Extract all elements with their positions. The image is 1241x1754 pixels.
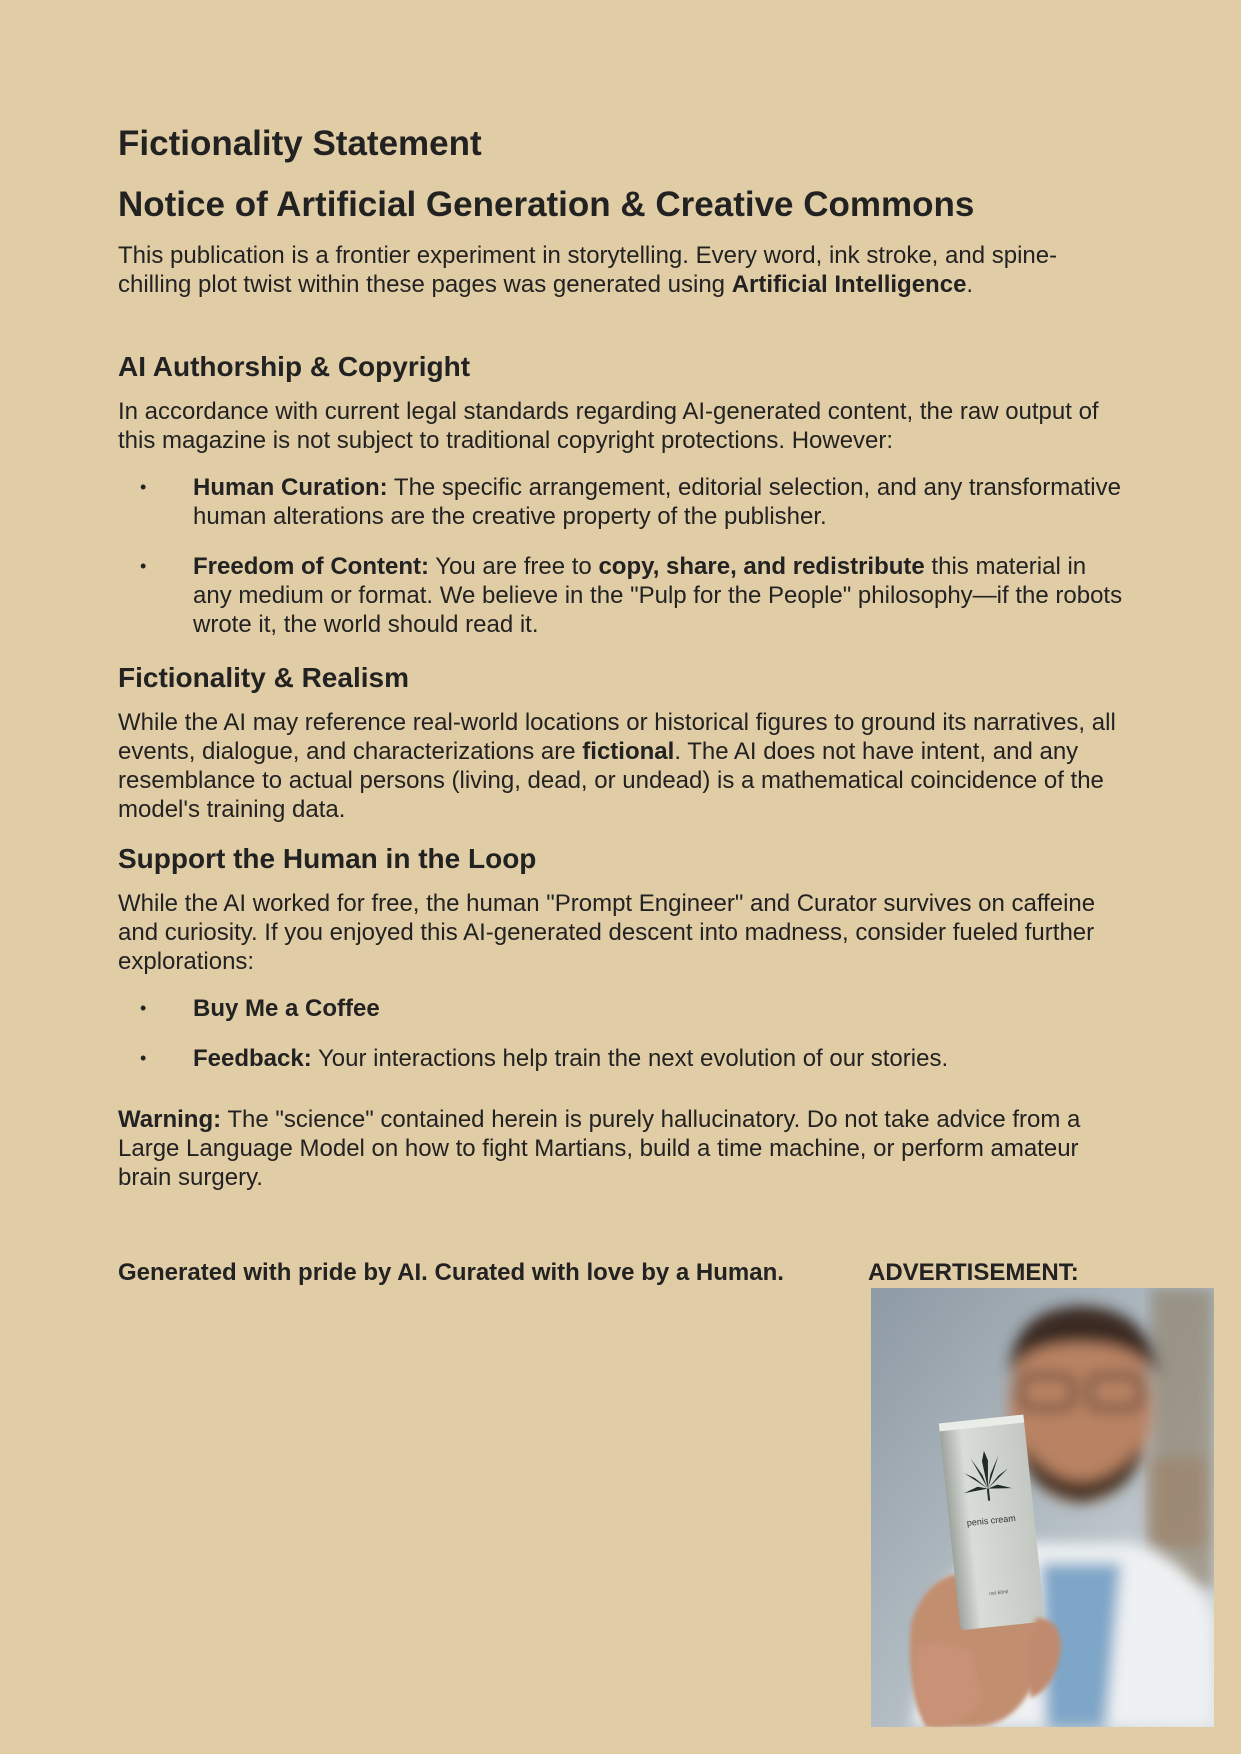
section-heading-authorship: AI Authorship & Copyright bbox=[118, 351, 471, 382]
list-item: • Buy Me a Coffee bbox=[140, 995, 380, 1022]
signature-line: Generated with pride by AI. Curated with love by a Human. bbox=[118, 1259, 784, 1286]
product-label: penis cream bbox=[966, 1512, 1017, 1529]
authorship-paragraph: In accordance with current legal standards regarding AI-generated content, the raw output of this magazine is not subject to traditional copyright protections. However: bbox=[118, 398, 1099, 454]
advertisement-image bbox=[871, 1288, 1214, 1727]
list-item: • Feedback: Your interactions help train the next evolution of our stories. bbox=[140, 1045, 949, 1072]
bullet-icon: • bbox=[140, 1048, 147, 1068]
list-item: • Human Curation: The specific arrangement, editorial selection, and any transformative human alterations are the creative property of the publisher. bbox=[140, 474, 1121, 530]
bullet-icon: • bbox=[140, 998, 147, 1018]
support-list bbox=[118, 994, 1128, 1073]
product-small-label: net 60ml bbox=[989, 1589, 1009, 1598]
section-heading-support: Support the Human in the Loop bbox=[118, 843, 537, 874]
realism-paragraph: While the AI may reference real-world locations or historical figures to ground its narratives, all events, dialogue, and characterizations are fictional. The AI does not have intent, and any resemblance to actual persons (living, dead, or undead) is a mathematical coincidence of the model's training data. bbox=[118, 709, 1116, 823]
warning-paragraph: Warning: The "science" contained herein is purely hallucinatory. Do not take advice from a Large Language Model on how to fight Martians, build a time machine, or perform amateur brain surgery. bbox=[118, 1106, 1081, 1191]
page-title: Fictionality Statement bbox=[118, 124, 482, 163]
bullet-icon: • bbox=[140, 556, 147, 576]
section-heading-realism: Fictionality & Realism bbox=[118, 662, 409, 693]
intro-paragraph: This publication is a frontier experiment in storytelling. Every word, ink stroke, and spine-chilling plot twist within these pages was generated using Artificial Intelligence. bbox=[118, 242, 1058, 298]
support-paragraph: While the AI worked for free, the human "Prompt Engineer" and Curator survives on caffeine and curiosity. If you enjoyed this AI-generated descent into madness, consider fueled further explorations: bbox=[118, 890, 1096, 975]
page-subtitle: Notice of Artificial Generation & Creative Commons bbox=[118, 185, 975, 224]
list-item: • Freedom of Content: You are free to copy, share, and redistribute this material in any medium or format. We believe in the "Pulp for the People" philosophy—if the robots wrote it, the world should read it. bbox=[140, 553, 1123, 638]
authorship-list bbox=[118, 473, 1128, 639]
advertisement-label: ADVERTISEMENT: bbox=[868, 1259, 1079, 1286]
document-body bbox=[118, 118, 1128, 1192]
bullet-icon: • bbox=[140, 477, 147, 497]
